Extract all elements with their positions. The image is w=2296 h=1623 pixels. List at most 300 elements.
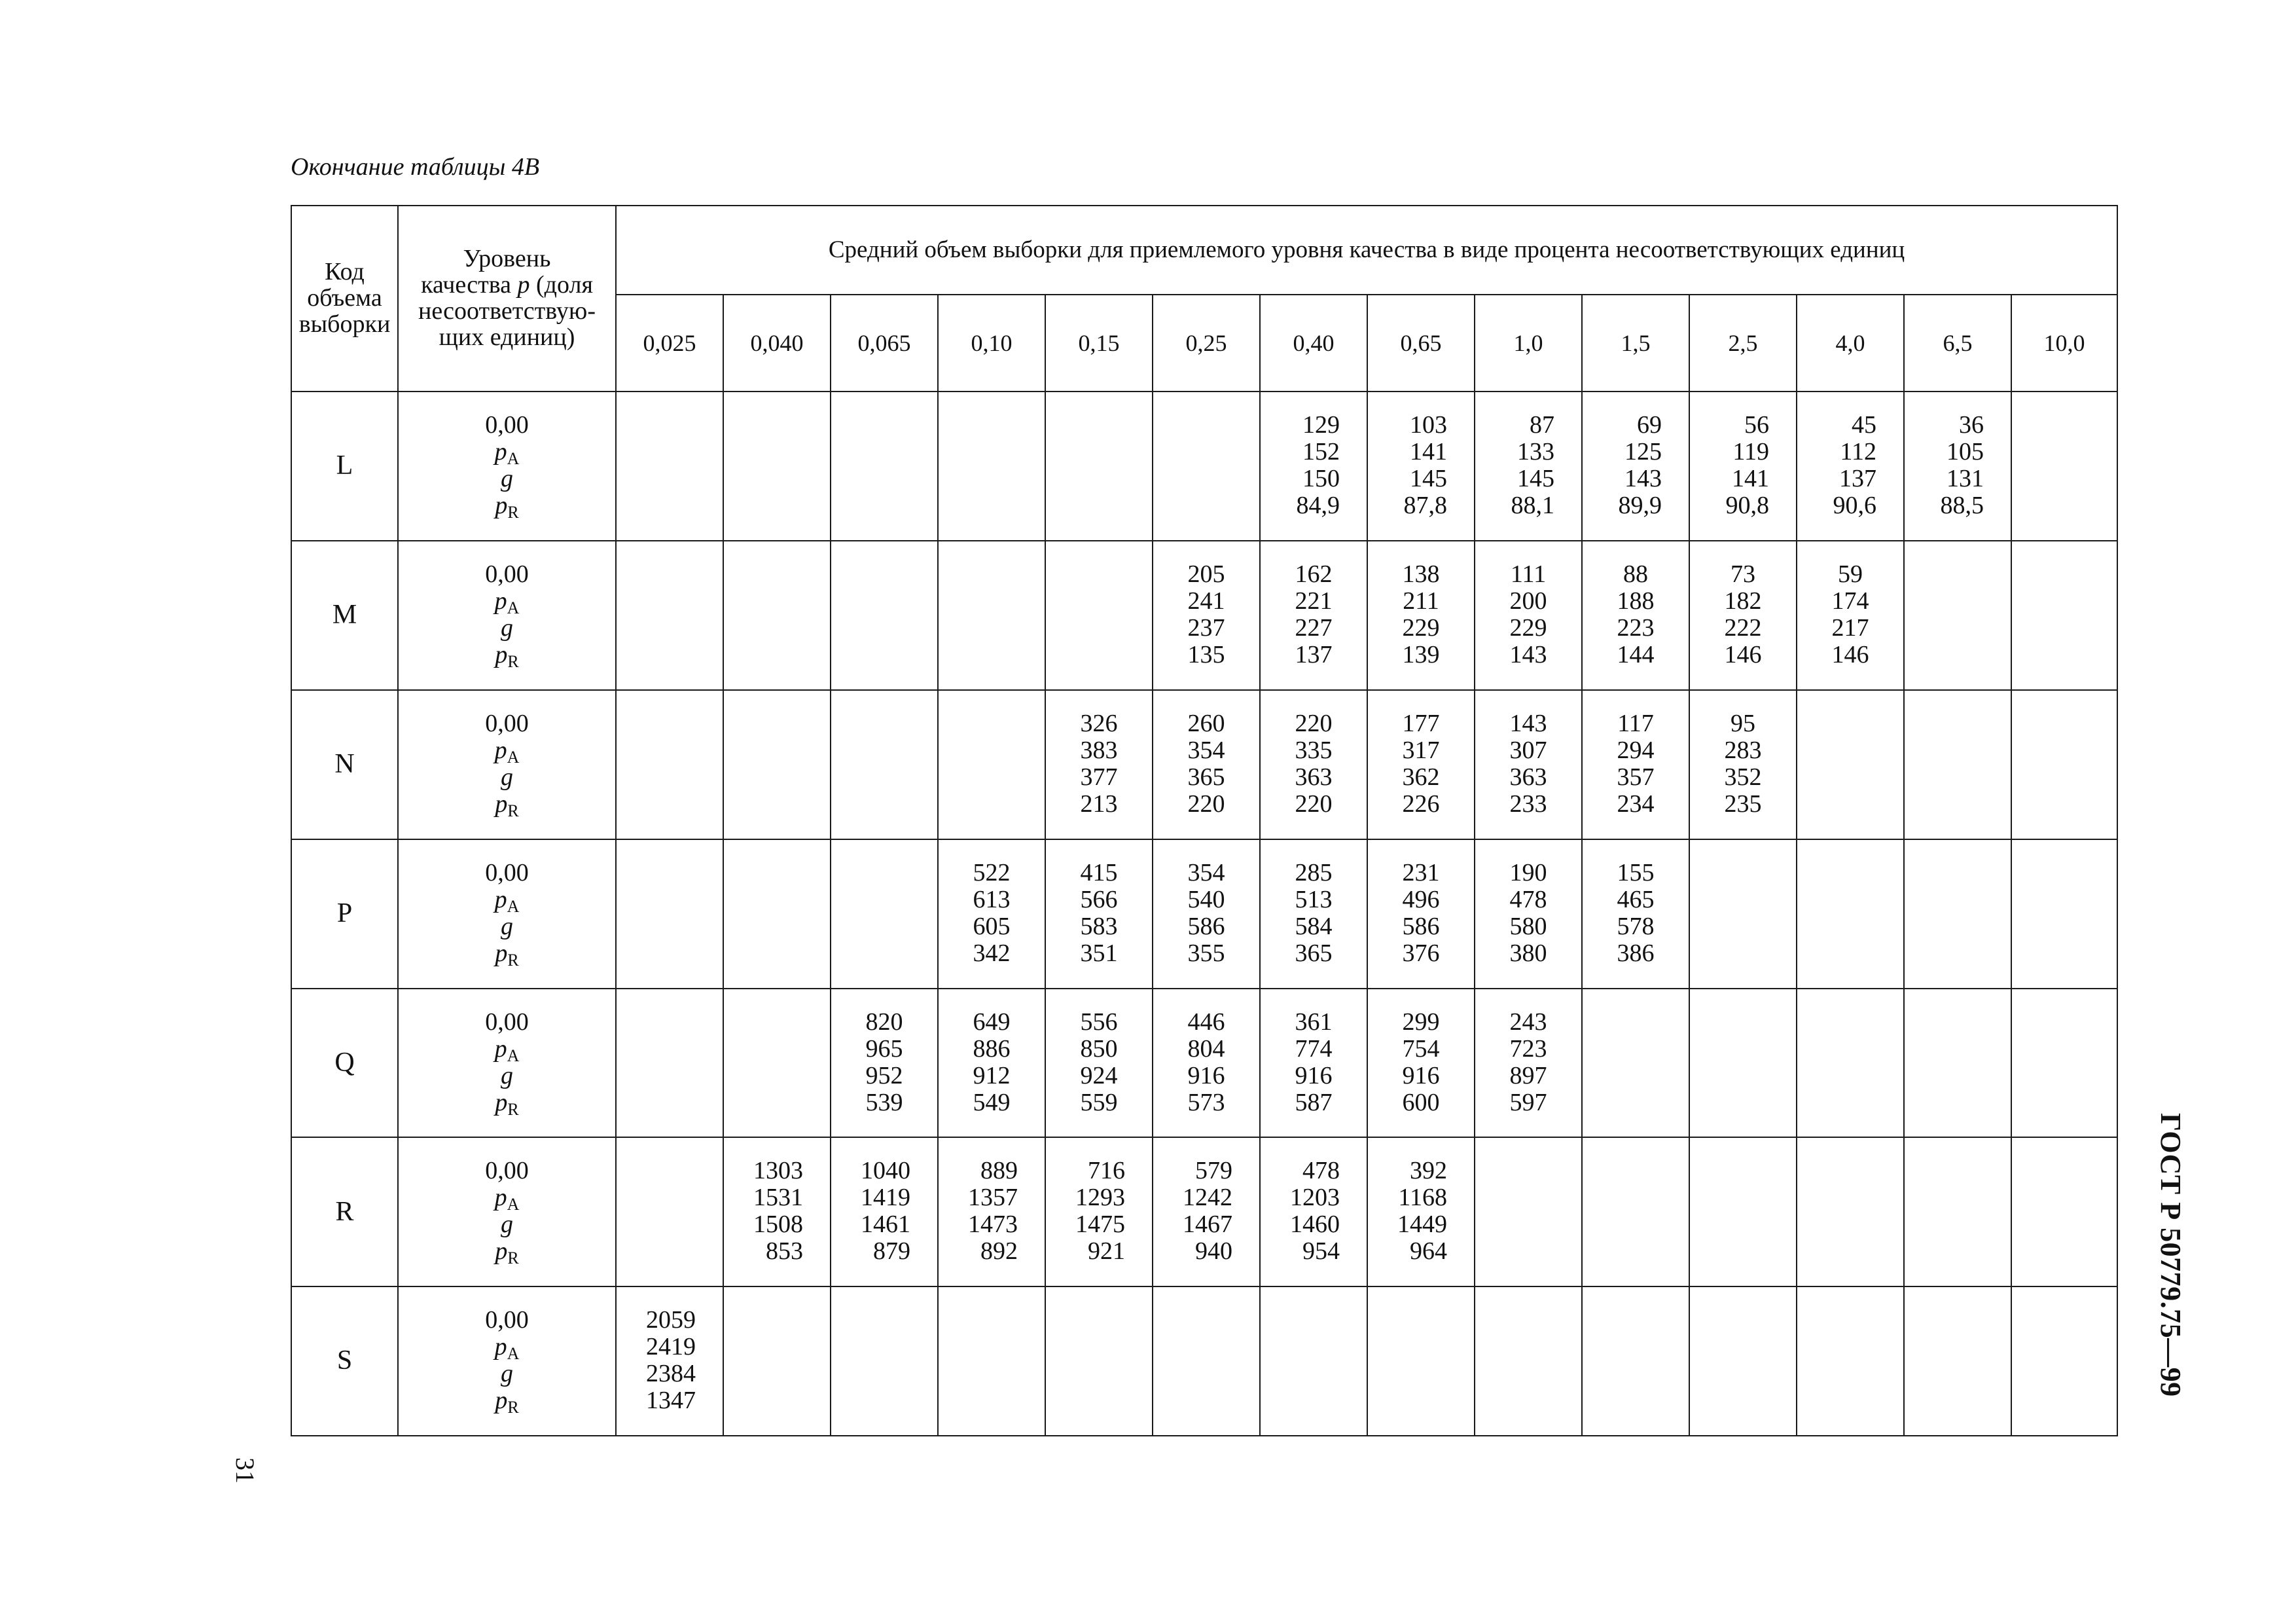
quality-level-labels bbox=[398, 690, 616, 839]
value: 213 bbox=[1080, 790, 1118, 818]
quality-level-label: g bbox=[501, 763, 513, 791]
value: 152 bbox=[1302, 438, 1340, 466]
value: 299 bbox=[1402, 1008, 1440, 1036]
value-cell bbox=[1689, 690, 1797, 839]
value: 355 bbox=[1187, 939, 1225, 967]
value: 88,1 bbox=[1511, 492, 1554, 520]
value: 357 bbox=[1617, 763, 1655, 791]
value: 36 bbox=[1959, 411, 1984, 439]
value: 1242 bbox=[1183, 1184, 1232, 1212]
sample-size-code: M bbox=[291, 541, 398, 690]
value: 954 bbox=[1302, 1237, 1340, 1266]
value: 112 bbox=[1840, 438, 1876, 466]
value-cell bbox=[938, 989, 1045, 1138]
value: 386 bbox=[1617, 939, 1655, 967]
value: 144 bbox=[1617, 641, 1655, 669]
value: 1473 bbox=[968, 1211, 1018, 1239]
quality-level-label: $p_A$ bbox=[494, 1184, 520, 1214]
data-table bbox=[291, 205, 2118, 1436]
value-cell bbox=[1045, 1286, 1153, 1436]
value: 59 bbox=[1838, 560, 1863, 589]
value-cell bbox=[831, 392, 938, 541]
value: 1467 bbox=[1183, 1211, 1232, 1239]
value-cell bbox=[1582, 1286, 1689, 1436]
value: 200 bbox=[1509, 587, 1547, 615]
value-cell bbox=[938, 690, 1045, 839]
value: 2419 bbox=[646, 1333, 696, 1361]
value: 605 bbox=[973, 912, 1011, 940]
table-row bbox=[291, 690, 2117, 839]
sample-size-code: P bbox=[291, 839, 398, 989]
value-cell bbox=[616, 839, 723, 989]
value-cell bbox=[1582, 989, 1689, 1138]
header-level-line: несоответствую- bbox=[418, 297, 596, 325]
value: 139 bbox=[1402, 641, 1440, 669]
aql-header-cell: 0,10 bbox=[938, 295, 1045, 392]
value-cell bbox=[723, 392, 831, 541]
value: 235 bbox=[1724, 790, 1762, 818]
value: 587 bbox=[1295, 1088, 1333, 1116]
value: 465 bbox=[1617, 885, 1655, 913]
quality-level-label: $p_R$ bbox=[495, 641, 519, 672]
value-cell bbox=[1260, 989, 1367, 1138]
value-cell bbox=[1045, 392, 1153, 541]
value-cell bbox=[1797, 1286, 1904, 1436]
value: 211 bbox=[1403, 587, 1439, 615]
quality-level-label: $p_A$ bbox=[494, 1034, 520, 1065]
value: 392 bbox=[1410, 1157, 1447, 1185]
value: 90,8 bbox=[1725, 492, 1769, 520]
value: 129 bbox=[1302, 411, 1340, 439]
value: 229 bbox=[1509, 614, 1547, 642]
value: 90,6 bbox=[1833, 492, 1876, 520]
value-cell bbox=[938, 1137, 1045, 1286]
value-cell bbox=[1153, 541, 1260, 690]
value: 88 bbox=[1623, 560, 1648, 589]
sample-size-code: L bbox=[291, 392, 398, 541]
value: 137 bbox=[1295, 641, 1333, 669]
value: 916 bbox=[1187, 1061, 1225, 1089]
header-span: Средний объем выборки для приемлемого уровня качества в виде процента несоответствующих единиц bbox=[616, 206, 2117, 295]
quality-level-label: $p_R$ bbox=[495, 1237, 519, 1268]
value: 231 bbox=[1402, 858, 1440, 886]
value: 229 bbox=[1402, 614, 1440, 642]
value-cell bbox=[2011, 839, 2117, 989]
value: 1508 bbox=[753, 1211, 803, 1239]
value: 362 bbox=[1402, 763, 1440, 791]
value: 227 bbox=[1295, 614, 1333, 642]
value: 1531 bbox=[753, 1184, 803, 1212]
value-cell bbox=[1475, 392, 1582, 541]
value: 916 bbox=[1402, 1061, 1440, 1089]
value: 342 bbox=[973, 939, 1011, 967]
value: 182 bbox=[1724, 587, 1762, 615]
value-cell bbox=[1045, 1137, 1153, 1286]
value: 307 bbox=[1509, 736, 1547, 764]
value-cell bbox=[616, 541, 723, 690]
value: 87,8 bbox=[1403, 492, 1447, 520]
value-cell bbox=[1689, 392, 1797, 541]
table-caption: Окончание таблицы 4В bbox=[291, 153, 540, 181]
value-cell bbox=[1045, 839, 1153, 989]
value: 119 bbox=[1732, 438, 1769, 466]
value: 103 bbox=[1410, 411, 1447, 439]
value: 162 bbox=[1295, 560, 1333, 589]
value: 95 bbox=[1731, 709, 1755, 737]
value: 1419 bbox=[861, 1184, 910, 1212]
quality-level-label: g bbox=[501, 465, 513, 493]
sample-size-code: R bbox=[291, 1137, 398, 1286]
value: 376 bbox=[1402, 939, 1440, 967]
value: 88,5 bbox=[1940, 492, 1984, 520]
value: 285 bbox=[1295, 858, 1333, 886]
quality-level-labels bbox=[398, 839, 616, 989]
value-cell bbox=[1904, 989, 2011, 1138]
value-cell bbox=[831, 690, 938, 839]
quality-level-label: g bbox=[501, 1360, 513, 1388]
value: 723 bbox=[1509, 1034, 1547, 1063]
value: 1347 bbox=[646, 1387, 696, 1415]
value: 117 bbox=[1617, 709, 1654, 737]
table-row bbox=[291, 1137, 2117, 1286]
value-cell bbox=[1153, 1286, 1260, 1436]
value: 566 bbox=[1080, 885, 1118, 913]
quality-level-label: 0,00 bbox=[485, 709, 529, 737]
value-cell bbox=[2011, 1137, 2117, 1286]
value-cell bbox=[1797, 839, 1904, 989]
value: 217 bbox=[1831, 614, 1869, 642]
aql-header-cell: 10,0 bbox=[2011, 295, 2117, 392]
value: 897 bbox=[1509, 1061, 1547, 1089]
value: 579 bbox=[1195, 1157, 1232, 1185]
value: 853 bbox=[766, 1237, 803, 1266]
value: 133 bbox=[1517, 438, 1554, 466]
value: 912 bbox=[973, 1061, 1011, 1089]
quality-level-label: $p_A$ bbox=[494, 736, 520, 767]
quality-level-label: $p_R$ bbox=[495, 492, 519, 522]
value: 141 bbox=[1410, 438, 1447, 466]
value: 233 bbox=[1509, 790, 1547, 818]
value-cell bbox=[616, 1286, 723, 1436]
quality-level-labels bbox=[398, 989, 616, 1138]
value: 850 bbox=[1080, 1034, 1118, 1063]
header-level-line: Уровень bbox=[463, 245, 551, 273]
header-code bbox=[291, 206, 398, 392]
value: 111 bbox=[1510, 560, 1547, 589]
value-cell bbox=[1153, 690, 1260, 839]
value-cell bbox=[831, 989, 938, 1138]
value: 940 bbox=[1195, 1237, 1232, 1266]
value: 363 bbox=[1509, 763, 1547, 791]
value: 190 bbox=[1509, 858, 1547, 886]
value: 1460 bbox=[1290, 1211, 1340, 1239]
value-cell bbox=[1689, 839, 1797, 989]
value: 774 bbox=[1295, 1034, 1333, 1063]
value-cell bbox=[1904, 1137, 2011, 1286]
value: 965 bbox=[865, 1034, 903, 1063]
value: 879 bbox=[873, 1237, 910, 1266]
value: 205 bbox=[1187, 560, 1225, 589]
value: 69 bbox=[1637, 411, 1662, 439]
aql-header-cell: 0,40 bbox=[1260, 295, 1367, 392]
value-cell bbox=[616, 989, 723, 1138]
value: 754 bbox=[1402, 1034, 1440, 1063]
value-cell bbox=[831, 1137, 938, 1286]
quality-level-labels bbox=[398, 392, 616, 541]
quality-level-label: $p_R$ bbox=[495, 790, 519, 820]
value: 283 bbox=[1724, 736, 1762, 764]
quality-level-label: $p_R$ bbox=[495, 939, 519, 970]
header-code-line: Код bbox=[325, 258, 365, 286]
value-cell bbox=[1689, 541, 1797, 690]
header-row bbox=[291, 206, 2117, 295]
quality-level-label: g bbox=[501, 1211, 513, 1239]
value-cell bbox=[1475, 690, 1582, 839]
value: 540 bbox=[1187, 885, 1225, 913]
value: 1168 bbox=[1398, 1184, 1447, 1212]
quality-level-labels bbox=[398, 1137, 616, 1286]
aql-header-cell: 4,0 bbox=[1797, 295, 1904, 392]
value-cell bbox=[1475, 839, 1582, 989]
value: 597 bbox=[1509, 1088, 1547, 1116]
value: 84,9 bbox=[1296, 492, 1340, 520]
value: 155 bbox=[1617, 858, 1655, 886]
quality-level-label: $p_A$ bbox=[494, 438, 520, 469]
table-row bbox=[291, 989, 2117, 1138]
value: 556 bbox=[1080, 1008, 1118, 1036]
value: 177 bbox=[1402, 709, 1440, 737]
quality-level-label: $p_R$ bbox=[495, 1387, 519, 1417]
value: 143 bbox=[1624, 465, 1662, 493]
value: 237 bbox=[1187, 614, 1225, 642]
value-cell bbox=[1689, 989, 1797, 1138]
value-cell bbox=[1689, 1137, 1797, 1286]
value-cell bbox=[1367, 541, 1475, 690]
value: 222 bbox=[1724, 614, 1762, 642]
value-cell bbox=[1153, 1137, 1260, 1286]
value-cell bbox=[1475, 1137, 1582, 1286]
quality-level-label: g bbox=[501, 912, 513, 940]
value: 354 bbox=[1187, 858, 1225, 886]
value: 383 bbox=[1080, 736, 1118, 764]
value: 352 bbox=[1724, 763, 1762, 791]
quality-level-label: 0,00 bbox=[485, 858, 529, 886]
value: 600 bbox=[1402, 1088, 1440, 1116]
quality-level-label: 0,00 bbox=[485, 1157, 529, 1185]
value: 241 bbox=[1187, 587, 1225, 615]
page-number: 31 bbox=[230, 1457, 260, 1484]
value-cell bbox=[1045, 690, 1153, 839]
value-cell bbox=[938, 839, 1045, 989]
value-cell bbox=[1153, 392, 1260, 541]
aql-header-cell: 0,65 bbox=[1367, 295, 1475, 392]
value: 143 bbox=[1509, 709, 1547, 737]
value-cell bbox=[1797, 392, 1904, 541]
table-row bbox=[291, 392, 2117, 541]
value-cell bbox=[2011, 392, 2117, 541]
value-cell bbox=[723, 989, 831, 1138]
value-cell bbox=[1904, 392, 2011, 541]
value-cell bbox=[723, 1286, 831, 1436]
sample-size-code: Q bbox=[291, 989, 398, 1138]
value-cell bbox=[938, 541, 1045, 690]
value: 478 bbox=[1302, 1157, 1340, 1185]
header-code-line: выборки bbox=[298, 310, 391, 338]
value: 294 bbox=[1617, 736, 1655, 764]
value: 415 bbox=[1080, 858, 1118, 886]
aql-header-cell: 0,25 bbox=[1153, 295, 1260, 392]
value: 586 bbox=[1187, 912, 1225, 940]
value: 354 bbox=[1187, 736, 1225, 764]
table-row bbox=[291, 541, 2117, 690]
value: 1475 bbox=[1075, 1211, 1125, 1239]
quality-level-label: g bbox=[501, 614, 513, 642]
value: 377 bbox=[1080, 763, 1118, 791]
value: 916 bbox=[1295, 1061, 1333, 1089]
value: 1449 bbox=[1397, 1211, 1447, 1239]
value-cell bbox=[1367, 989, 1475, 1138]
value-cell bbox=[2011, 1286, 2117, 1436]
value-cell bbox=[1045, 541, 1153, 690]
value: 220 bbox=[1295, 709, 1333, 737]
value: 220 bbox=[1295, 790, 1333, 818]
header-code-line: объема bbox=[307, 284, 382, 312]
aql-header-cell: 1,5 bbox=[1582, 295, 1689, 392]
aql-header-cell: 6,5 bbox=[1904, 295, 2011, 392]
table-row bbox=[291, 1286, 2117, 1436]
value: 580 bbox=[1509, 912, 1547, 940]
value: 964 bbox=[1410, 1237, 1447, 1266]
value: 522 bbox=[973, 858, 1011, 886]
value: 584 bbox=[1295, 912, 1333, 940]
value: 496 bbox=[1402, 885, 1440, 913]
value-cell bbox=[1153, 839, 1260, 989]
value-cell bbox=[1582, 839, 1689, 989]
quality-level-label: 0,00 bbox=[485, 560, 529, 589]
value-cell bbox=[723, 839, 831, 989]
value: 586 bbox=[1402, 912, 1440, 940]
value-cell bbox=[1367, 1137, 1475, 1286]
value: 188 bbox=[1617, 587, 1655, 615]
value-cell bbox=[616, 392, 723, 541]
quality-level-labels bbox=[398, 1286, 616, 1436]
value: 150 bbox=[1302, 465, 1340, 493]
value: 1293 bbox=[1075, 1184, 1125, 1212]
value: 952 bbox=[865, 1061, 903, 1089]
value-cell bbox=[1904, 541, 2011, 690]
value-cell bbox=[1260, 392, 1367, 541]
value: 135 bbox=[1187, 641, 1225, 669]
value-cell bbox=[1797, 1137, 1904, 1286]
sample-size-code: S bbox=[291, 1286, 398, 1436]
value: 226 bbox=[1402, 790, 1440, 818]
quality-level-label: g bbox=[501, 1061, 513, 1089]
value-cell bbox=[1260, 541, 1367, 690]
value: 363 bbox=[1295, 763, 1333, 791]
value-cell bbox=[1367, 1286, 1475, 1436]
value: 539 bbox=[865, 1088, 903, 1116]
value: 559 bbox=[1080, 1088, 1118, 1116]
value: 583 bbox=[1080, 912, 1118, 940]
value: 1461 bbox=[861, 1211, 910, 1239]
value-cell bbox=[1475, 1286, 1582, 1436]
value: 478 bbox=[1509, 885, 1547, 913]
value: 243 bbox=[1509, 1008, 1547, 1036]
value: 141 bbox=[1732, 465, 1769, 493]
value-cell bbox=[723, 1137, 831, 1286]
aql-header-cell: 1,0 bbox=[1475, 295, 1582, 392]
value: 804 bbox=[1187, 1034, 1225, 1063]
value-cell bbox=[616, 690, 723, 839]
value-cell bbox=[1904, 839, 2011, 989]
value-cell bbox=[616, 1137, 723, 1286]
value: 921 bbox=[1088, 1237, 1125, 1266]
value: 2059 bbox=[646, 1306, 696, 1334]
value: 886 bbox=[973, 1034, 1011, 1063]
value: 892 bbox=[980, 1237, 1018, 1266]
value: 105 bbox=[1946, 438, 1984, 466]
value: 446 bbox=[1187, 1008, 1225, 1036]
value: 45 bbox=[1852, 411, 1876, 439]
value: 234 bbox=[1617, 790, 1655, 818]
header-level bbox=[398, 206, 616, 392]
quality-level-label: $p_A$ bbox=[494, 885, 520, 916]
document-code: ГОСТ Р 50779.75—99 bbox=[2155, 1113, 2187, 1397]
table-row bbox=[291, 839, 2117, 989]
value: 1203 bbox=[1290, 1184, 1340, 1212]
value-cell bbox=[831, 541, 938, 690]
value-cell bbox=[831, 839, 938, 989]
value: 613 bbox=[973, 885, 1011, 913]
value: 56 bbox=[1744, 411, 1769, 439]
value: 889 bbox=[980, 1157, 1018, 1185]
value-cell bbox=[1797, 690, 1904, 839]
value-cell bbox=[1153, 989, 1260, 1138]
value-cell bbox=[2011, 690, 2117, 839]
value: 125 bbox=[1624, 438, 1662, 466]
value: 361 bbox=[1295, 1008, 1333, 1036]
value: 317 bbox=[1402, 736, 1440, 764]
value: 573 bbox=[1187, 1088, 1225, 1116]
value: 145 bbox=[1410, 465, 1447, 493]
quality-level-label: 0,00 bbox=[485, 1008, 529, 1036]
value-cell bbox=[1797, 541, 1904, 690]
value: 143 bbox=[1509, 641, 1547, 669]
value: 1357 bbox=[968, 1184, 1018, 1212]
value-cell bbox=[1904, 690, 2011, 839]
value-cell bbox=[1582, 541, 1689, 690]
value: 73 bbox=[1731, 560, 1755, 589]
value: 578 bbox=[1617, 912, 1655, 940]
value: 174 bbox=[1831, 587, 1869, 615]
value: 549 bbox=[973, 1088, 1011, 1116]
header-level-line: качества p (доля bbox=[421, 271, 593, 299]
value: 365 bbox=[1295, 939, 1333, 967]
value: 87 bbox=[1530, 411, 1554, 439]
value-cell bbox=[1475, 989, 1582, 1138]
value: 649 bbox=[973, 1008, 1011, 1036]
quality-level-label: $p_A$ bbox=[494, 1333, 520, 1364]
value: 326 bbox=[1080, 709, 1118, 737]
value-cell bbox=[1797, 989, 1904, 1138]
sample-size-code: N bbox=[291, 690, 398, 839]
value-cell bbox=[1260, 1137, 1367, 1286]
value-cell bbox=[1582, 1137, 1689, 1286]
quality-level-label: $p_A$ bbox=[494, 587, 520, 618]
quality-level-label: $p_R$ bbox=[495, 1088, 519, 1119]
quality-level-labels bbox=[398, 541, 616, 690]
value-cell bbox=[723, 541, 831, 690]
